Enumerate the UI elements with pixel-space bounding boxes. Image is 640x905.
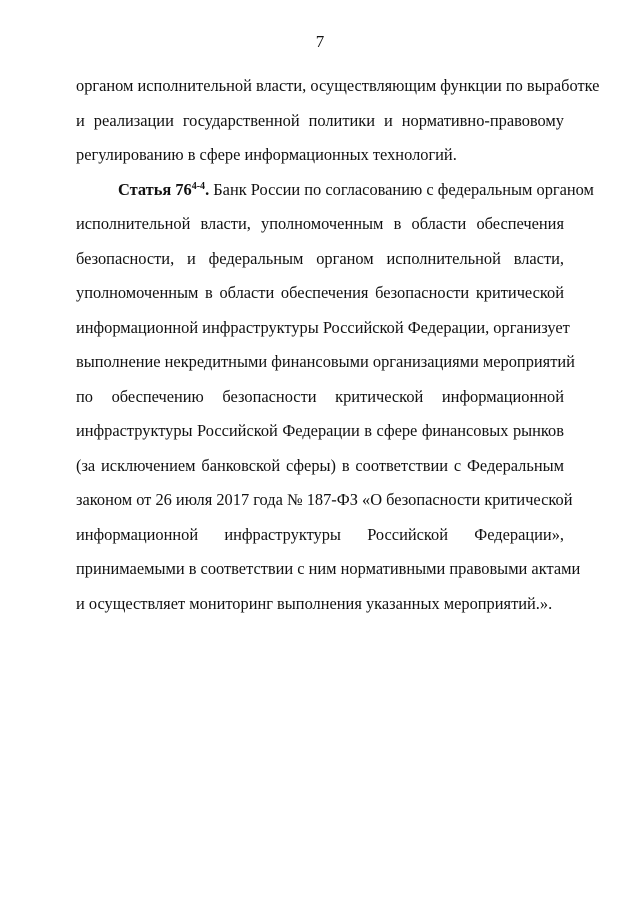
article-line-2: исполнительной власти, уполномоченным в области обеспечения	[76, 214, 564, 233]
article-line-10: законом от 26 июля 2017 года № 187-ФЗ «О безопасности критической	[76, 490, 573, 509]
article-first-line-text: Банк России по согласованию с федеральным органом	[209, 180, 594, 199]
page-number: 7	[315, 32, 325, 51]
article-line-8: инфраструктуры Российской Федерации в сфере финансовых рынков	[76, 421, 564, 440]
article-line-3: безопасности, и федеральным органом исполнительной власти,	[76, 249, 564, 268]
article-label-suffix: .	[205, 180, 210, 199]
article-line-13: и осуществляет мониторинг выполнения указанных мероприятий.».	[76, 594, 553, 613]
article-first-line	[118, 180, 594, 200]
article-line-7: по обеспечению безопасности критической информационной	[76, 387, 564, 406]
article-heading	[118, 180, 209, 199]
article-line-11: информационной инфраструктуры Российской Федерации»,	[76, 525, 564, 544]
article-label: Статья 76	[118, 180, 192, 199]
article-line-9: (за исключением банковской сферы) в соответствии с Федеральным	[76, 456, 564, 475]
article-line-5: информационной инфраструктуры Российской Федерации, организует	[76, 318, 570, 337]
article-line-6: выполнение некредитными финансовыми организациями мероприятий	[76, 352, 575, 371]
paragraph-1-line-1: органом исполнительной власти, осуществляющим функции по выработке	[76, 76, 600, 95]
article-superscript: 4-4	[191, 181, 206, 192]
article-line-4: уполномоченным в области обеспечения безопасности критической	[76, 283, 564, 302]
paragraph-1-line-3: регулированию в сфере информационных технологий.	[76, 145, 457, 164]
paragraph-1-line-2: и реализации государственной политики и нормативно-правовому	[76, 111, 564, 130]
article-line-12: принимаемыми в соответствии с ним нормативными правовыми актами	[76, 559, 581, 578]
